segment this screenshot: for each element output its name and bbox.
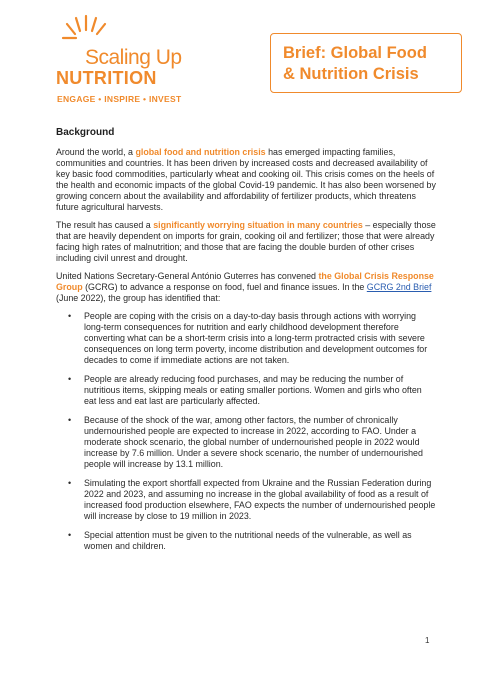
brief-title-line1: Brief: Global Food xyxy=(283,44,427,62)
bullet-icon: • xyxy=(68,530,72,540)
background-heading: Background xyxy=(56,127,115,138)
page-number: 1 xyxy=(425,636,430,645)
list-item-text: Simulating the export shortfall expected from Ukraine and the Russian Federation during 2022 and 2023, and assuming no increase in the global availability of food as a result of increased food production elsewhere, FAO expects the number of undernourished people will increase by close to 19 million in 2023. xyxy=(84,478,436,521)
list-item xyxy=(56,530,436,552)
highlight-text: the Global Crisis Response Group xyxy=(56,271,434,292)
paragraph-2-text-a: The result has caused a xyxy=(56,220,154,230)
bullet-icon: • xyxy=(68,374,72,384)
gcrg-brief-link[interactable]: GCRG 2nd Brief xyxy=(366,282,432,292)
brief-title-box xyxy=(270,33,462,93)
brief-title-line2: & Nutrition Crisis xyxy=(283,65,419,83)
paragraph-1-text-b: has emerged impacting families, communities and countries. It has been driven by increased costs and decreased availability of key basic food commodities, particularly wheat and cooking oil. This crisis comes on the heels of the health and economic impacts of the global Covid-19 pandemic. It has also been worsened by growing concern about the availability and affordability of fertilizer products, which threatens future agricultural harvests. xyxy=(56,147,436,212)
list-item-text: People are already reducing food purchases, and may be reducing the number of nutritious items, skipping meals or eating smaller portions. Women and girls who often eat less and eat last are particularly affected. xyxy=(84,374,422,406)
bullet-icon: • xyxy=(68,478,72,488)
list-item xyxy=(56,478,436,522)
paragraph-3-text-b: (GCRG) to advance a response on food, fuel and finance issues. In the xyxy=(82,282,367,292)
highlight-text: significantly worrying situation in many countries xyxy=(153,220,363,230)
paragraph-3-text-a: United Nations Secretary-General António Guterres has convened xyxy=(56,271,319,281)
logo-nutrition: NUTRITION xyxy=(56,68,157,88)
tagline: ENGAGE • INSPIRE • INVEST xyxy=(57,94,182,104)
list-item-text: People are coping with the crisis on a day-to-day basis through actions with worrying long-term consequences for nutrition and early childhood development therefore converting what can be a short-term crisis into a long-term protracted crisis with severe consequences on long term poverty, income distribution and development outcomes for decades to come if immediate actions are not taken. xyxy=(84,311,428,365)
bullet-icon: • xyxy=(68,311,72,321)
paragraph-2-text-b: – especially those that are heavily dependent on imports for grain, cooking oil and fertilizer; those that were already facing high rates of malnutrition; and those that are facing the double burden of other crises including civil unrest and drought. xyxy=(56,220,436,263)
paragraph-1-text-a: Around the world, a xyxy=(56,147,136,157)
paragraph-1 xyxy=(56,147,436,213)
findings-list xyxy=(56,311,436,552)
list-item xyxy=(56,415,436,470)
paragraph-2 xyxy=(56,220,436,264)
list-item-text: Because of the shock of the war, among other factors, the number of chronically undernourished people are expected to increase in 2022, according to FAO. Under a moderate shock scenario, the global number of undernourished people in 2022 would increase by 7.6 million. Under a severe shock scenario, the number of undernourished people will increase by 13.1 million. xyxy=(84,415,423,469)
paragraph-3 xyxy=(56,271,436,304)
paragraph-3-text-c: (June 2022), the group has identified that: xyxy=(56,293,221,303)
list-item xyxy=(56,374,436,407)
list-item xyxy=(56,311,436,366)
logo-scaling-up: Scaling Up xyxy=(85,46,182,69)
main-content xyxy=(56,127,436,560)
highlight-text: global food and nutrition crisis xyxy=(135,147,266,157)
bullet-icon: • xyxy=(68,415,72,425)
list-item-text: Special attention must be given to the nutritional needs of the vulnerable, as well as women and children. xyxy=(84,530,412,551)
